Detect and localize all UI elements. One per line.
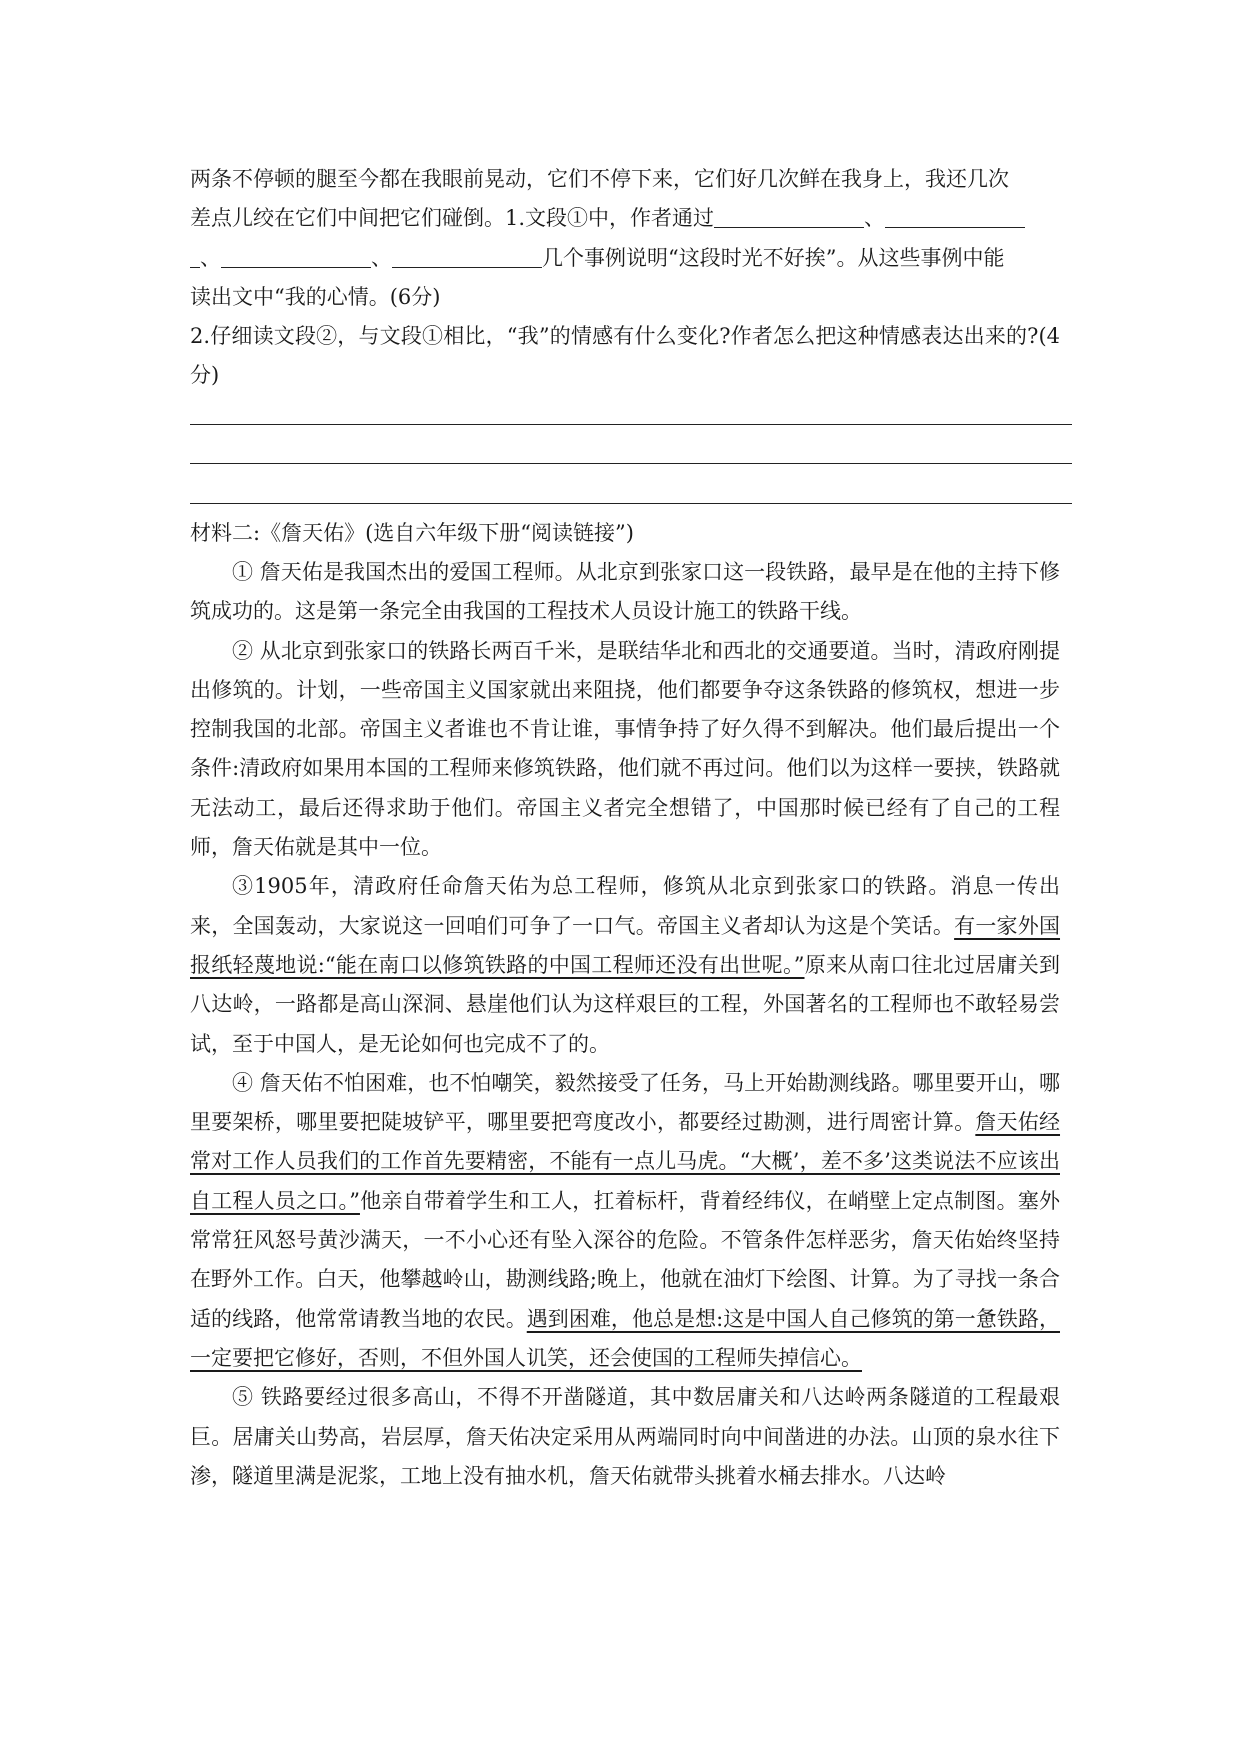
blank-separator: 、 [864,206,886,231]
answer-blank-4[interactable] [392,246,542,268]
paragraph-4-text-b: 他亲自带着学生和工人，扛着标杆，背着经纬仪，在峭壁上定点制图。塞外常常狂风怒号黄沙满天，一不小心还有坠入深谷的危险。不管条件怎样恶劣，詹天佑始终坚持在野外工作。白天，他攀越岭山，勘测线路;晚上，他就在油灯下绘图、计算。为了寻找一条合适的线路，他常常请教当地的农民。 [190,1188,1060,1331]
paragraph-4 [190,1064,1060,1378]
answer-line-1[interactable] [190,396,1060,435]
answer-line-2[interactable] [190,435,1060,474]
answer-blank-3[interactable] [221,246,371,268]
paragraph-3-text-b: 原来从南口往北过居庸关到八达岭，一路都是高山深洞、悬崖他们认为这样艰巨的工程，外国著名的工程师也不敢轻易尝试，至于中国人，是无论如何也完成不了的。 [190,952,1060,1056]
question-1-tail: 几个事例说明“这段时光不好挨”。从这些事例中能 [542,245,1005,270]
paragraph-4-text-a: ④ 詹天佑不怕困难，也不怕嘲笑，毅然接受了任务，马上开始勘测线路。哪里要开山，哪里要架桥，哪里要把陡坡铲平，哪里要把弯度改小，都要经过勘测，进行周密计算。 [190,1070,1060,1135]
question-1 [190,199,1060,278]
paragraph-2: ② 从北京到张家口的铁路长两百千米，是联结华北和西北的交通要道。当时，清政府刚提出修筑的。计划，一些帝国主义国家就出来阻挠，他们都要争夺这条铁路的修筑权，想进一步控制我国的北部。帝国主义者谁也不肯让谁，事情争持了好久得不到解决。他们最后提出一个条件:清政府如果用本国的工程师来修筑铁路，他们就不再过问。他们以为这样一要挟，铁路就无法动工，最后还得求助于他们。帝国主义者完全想错了，中国那时候已经有了自己的工程师，詹天佑就是其中一位。 [190,638,1060,860]
underlined-sentence: 有一家外国报纸轻蔑地说:“能在南口以修筑铁路的中国工程师还没有出世呢。” [190,913,1061,977]
question-1-text: 差点儿绞在它们中间把它们碰倒。1.文段①中，作者通过 [190,206,715,231]
blank-separator: 、 [200,245,221,270]
answer-blank-2-cont[interactable] [190,246,200,268]
blank-separator: 、 [371,245,392,270]
paragraph-5: ⑤ 铁路要经过很多高山，不得不开凿隧道，其中数居庸关和八达岭两条隧道的工程最艰巨。居庸关山势高，岩层厚，詹天佑决定采用从两端同时向中间凿进的办法。山顶的泉水往下渗，隧道里满是泥浆，工地上没有抽水机，詹天佑就带头挑着水桶去排水。八达岭 [190,1385,1060,1488]
question-1-end: 读出文中“我的心情。(6分) [190,284,441,309]
underlined-sentence: 詹天佑经常对工作人员我们的工作首先要精密，不能有一点儿马虎。“大概’，差不多’这类说法不应该出自工程人员之口。” [190,1110,1061,1213]
answer-blank-1[interactable] [714,206,864,228]
answer-line-3[interactable] [190,474,1060,513]
material-title: 材料二:《詹天佑》(选自六年级下册“阅读链接”) [190,520,634,545]
paragraph-1: ① 詹天佑是我国杰出的爱国工程师。从北京到张家口这一段铁路，最早是在他的主持下修筑成功的。这是第一条完全由我国的工程技术人员设计施工的铁路干线。 [190,559,1060,624]
underlined-sentence: 遇到困难，他总是想:这是中国人自己修筑的第一惫铁路，一定要把它修好，否则，不但外国人讥笑，还会使国的工程师失掉信心。 [190,1306,1060,1370]
document-page [190,160,1060,1496]
question-2: 2.仔细读文段②，与文段①相比，“我”的情感有什么变化?作者怎么把这种情感表达出来的?(4分) [190,324,1060,388]
paragraph-top-1: 两条不停顿的腿至今都在我眼前晃动，它们不停下来，它们好几次鲜在我身上，我还几次 [190,167,1009,191]
answer-blank-2[interactable] [885,206,1025,228]
paragraph-3 [190,867,1060,1063]
paragraph-3-text-a: ③1905年，清政府任命詹天佑为总工程师，修筑从北京到张家口的铁路。消息一传出来，全国轰动，大家说这一回咱们可争了一口气。帝国主义者却认为这是个笑话。 [190,874,1060,938]
